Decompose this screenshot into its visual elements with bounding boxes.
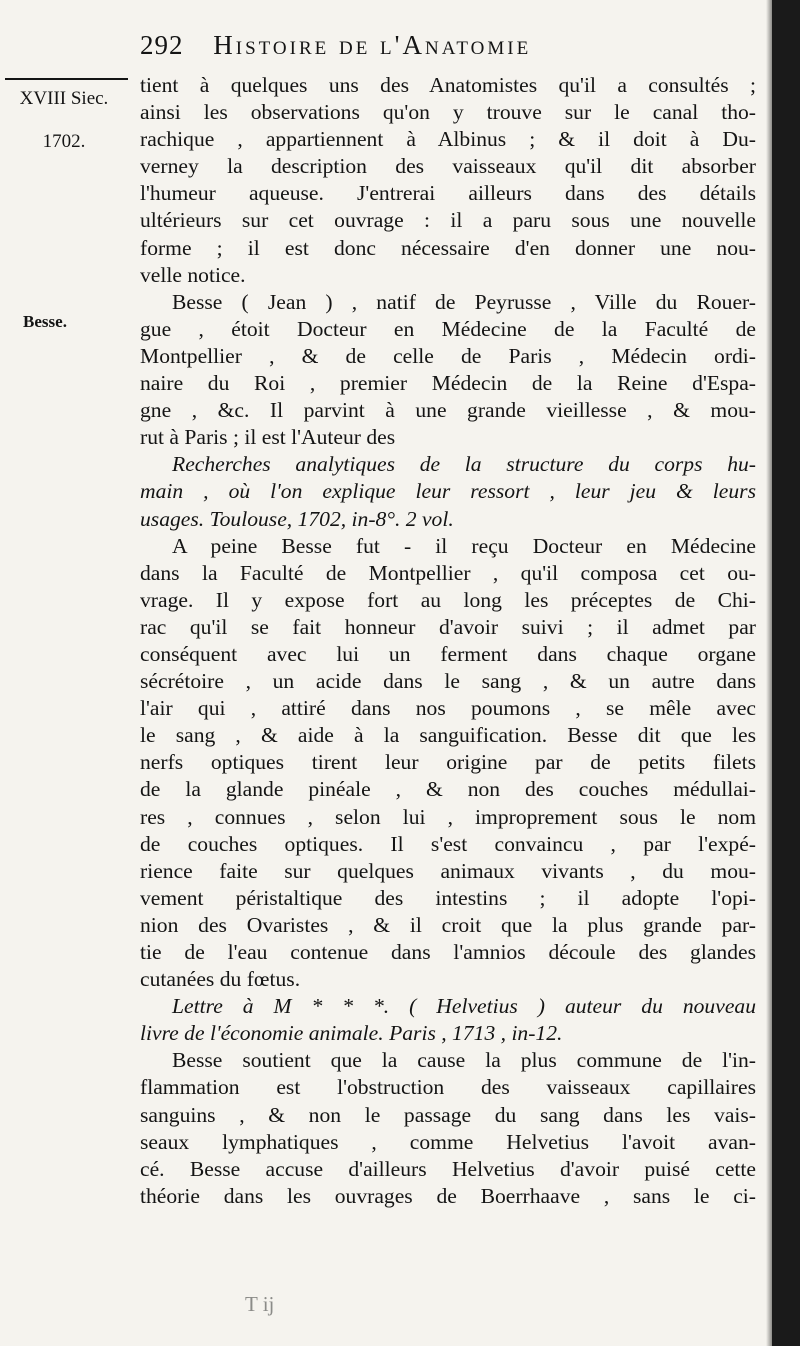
signature-mark: T ij: [245, 1292, 275, 1316]
text-line: forme ; il est donc nécessaire d'en donner une nou-: [140, 235, 756, 260]
text-line: tie de l'eau contenue dans l'amnios découle des glandes: [140, 940, 756, 964]
text-line: nerfs optiques tirent leur origine par de petits filets: [140, 750, 756, 775]
text-line: cutanées du fœtus.: [140, 967, 301, 992]
text-line: dans la Faculté de Montpellier , qu'il composa cet ou-: [140, 560, 756, 585]
text-line: tient à quelques uns des Anatomistes qu'il a consultés ;: [140, 73, 756, 97]
text-line: main , où l'on explique leur ressort , leur jeu & leurs: [140, 479, 756, 504]
margin-century: XVIII Siec.: [19, 88, 109, 109]
text-line: théorie dans les ouvrages de Boerrhaave , sans le ci-: [140, 1183, 756, 1208]
running-title: Histoire de l'Anatomie: [213, 30, 532, 60]
text-line: seaux lymphatiques , comme Helvetius l'avoit avan-: [140, 1129, 756, 1154]
body-text: [140, 72, 756, 1210]
page-number: 292: [140, 30, 184, 60]
text-line: l'humeur aqueuse. J'entrerai ailleurs dans des détails: [140, 181, 756, 206]
text-line: gue , étoit Docteur en Médecine de la Faculté de: [140, 316, 756, 341]
running-header: [140, 30, 780, 61]
text-line: gne , &c. Il parvint à une grande vieillesse , & mou-: [140, 398, 756, 423]
text-line: rachique , appartiennent à Albinus ; & il doit à Du-: [140, 127, 756, 152]
text-line: livre de l'économie animale. Paris , 1713 , in-12.: [140, 1021, 563, 1046]
text-line: Recherches analytiques de la structure du corps hu-: [172, 452, 756, 477]
text-line: vrage. Il y expose fort au long les préceptes de Chi-: [140, 587, 756, 612]
margin-year: 1702.: [42, 131, 86, 152]
text-line: de couches optiques. Il s'est convaincu , par l'expé-: [140, 831, 756, 856]
text-line: vement péristaltique des intestins ; il adopte l'opi-: [140, 885, 756, 910]
text-line: ultérieurs sur cet ouvrage : il a paru sous une nouvelle: [140, 208, 756, 233]
text-line: ainsi les observations qu'on y trouve sur le canal tho-: [140, 100, 756, 125]
text-line: flammation est l'obstruction des vaisseaux capillaires: [140, 1075, 756, 1100]
text-line: Montpellier , & de celle de Paris , Médecin ordi-: [140, 343, 756, 368]
text-line: velle notice.: [140, 262, 246, 287]
text-line: l'air qui , attiré dans nos poumons , se mêle avec: [140, 696, 756, 721]
text-line: le sang , & aide à la sanguification. Besse dit que les: [140, 723, 756, 748]
text-line: rience faite sur quelques animaux vivants , du mou-: [140, 858, 756, 883]
margin-author-name: Besse.: [23, 312, 67, 331]
text-line: nion des Ovaristes , & il croit que la plus grande par-: [140, 912, 756, 937]
text-line: verney la description des vaisseaux qu'il dit absorber: [140, 154, 756, 179]
text-line: Lettre à M * * *. ( Helvetius ) auteur du nouveau: [172, 994, 756, 1019]
text-line: rac qu'il se fait honneur d'avoir suivi ; il admet par: [140, 614, 756, 639]
text-line: cé. Besse accuse d'ailleurs Helvetius d'avoir puisé cette: [140, 1156, 756, 1181]
text-line: sanguins , & non le passage du sang dans les vais-: [140, 1102, 756, 1127]
binding-gutter: [772, 0, 800, 1346]
text-line: conséquent avec lui un ferment dans chaque organe: [140, 641, 756, 666]
text-line: naire du Roi , premier Médecin de la Reine d'Espa-: [140, 371, 756, 396]
text-line: Besse ( Jean ) , natif de Peyrusse , Ville du Rouer-: [172, 289, 756, 314]
text-line: A peine Besse fut - il reçu Docteur en Médecine: [172, 533, 756, 558]
text-line: rut à Paris ; il est l'Auteur des: [140, 425, 396, 450]
text-line: res , connues , selon lui , improprement sous le nom: [140, 804, 756, 829]
text-line: usages. Toulouse, 1702, in-8°. 2 vol.: [140, 506, 454, 531]
margin-rule: [5, 78, 128, 80]
text-line: sécrétoire , un acide dans le sang , & un autre dans: [140, 669, 756, 694]
text-line: Besse soutient que la cause la plus commune de l'in-: [172, 1048, 756, 1073]
text-line: de la glande pinéale , & non des couches médullai-: [140, 777, 756, 802]
